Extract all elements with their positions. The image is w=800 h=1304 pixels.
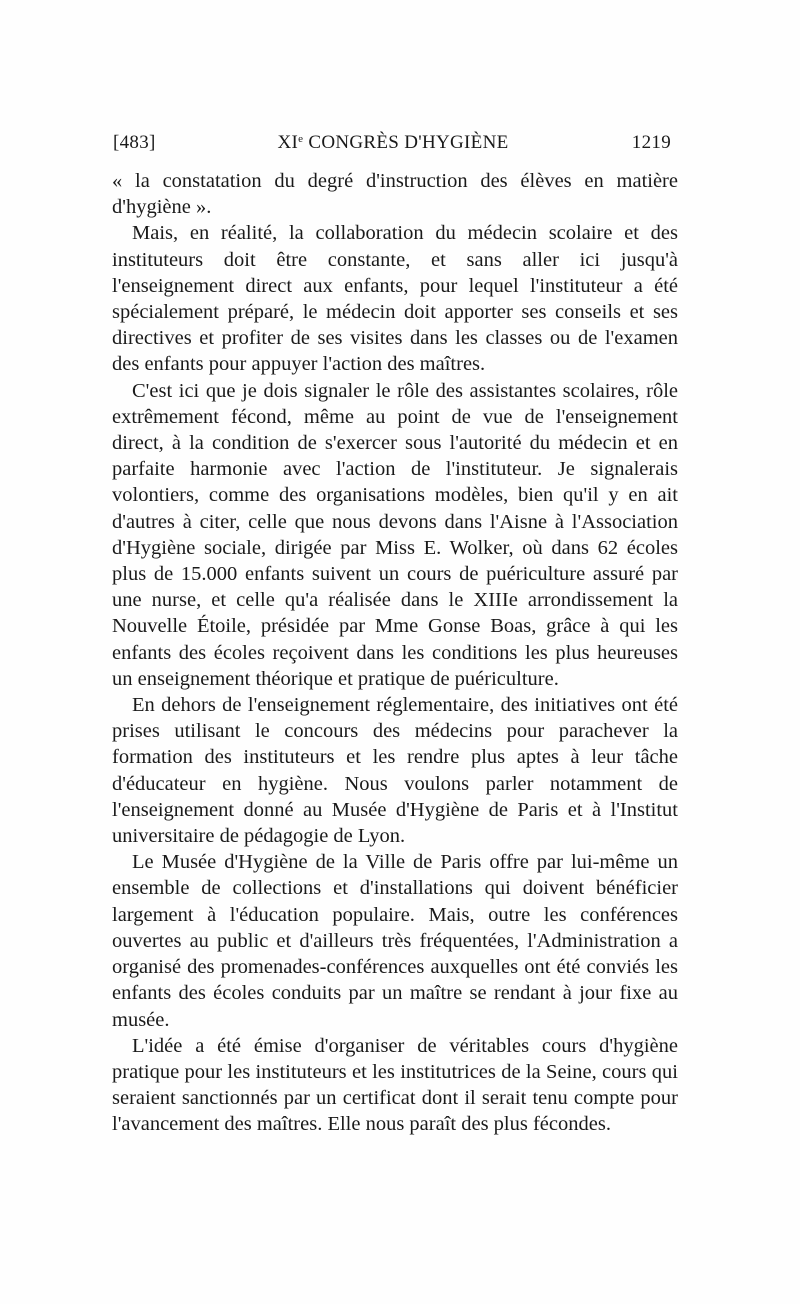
page-number: 1219	[631, 132, 671, 153]
paragraph-1: « la constatation du degré d'instruction des élèves en matière d'hygiène ».	[112, 170, 678, 219]
paragraph-6: L'idée a été émise d'organiser de véritables cours d'hygiène pratique pour les instituteurs et les institutrices de la Seine, cours qui seraient sanctionnés par un certificat dont il serait tenu compte pour l'avancement des maîtres. Elle nous paraît des plus fécondes.	[112, 1034, 678, 1136]
page-bracket-number: [483]	[113, 132, 156, 153]
running-title-sup: e	[298, 133, 304, 145]
running-title-rest: CONGRÈS D'HYGIÈNE	[303, 132, 509, 153]
running-title	[113, 132, 673, 154]
paragraph-5: Le Musée d'Hygiène de la Ville de Paris offre par lui-même un ensemble de collections et d'installations qui doivent bénéficier largement à l'éducation populaire. Mais, outre les conférences ouvertes au public et d'ailleurs très fréquentées, l'Administration a organisé des promenades-conférences auxquelles ont été conviés les enfants des écoles conduits par un maître se rendant à jour fixe au musée.	[112, 851, 678, 1031]
running-head	[113, 132, 673, 158]
paragraph-3: C'est ici que je dois signaler le rôle des assistantes scolaires, rôle extrêmement fécond, même au point de vue de l'enseignement direct, à la condition de s'exercer sous l'autorité du médecin et en parfaite harmonie avec l'action de l'instituteur. Je signalerais volontiers, comme des organisations modèles, bien qu'il y en ait d'autres à citer, celle que nous devons dans l'Aisne à l'Association d'Hygiène sociale, dirigée par Miss E. Wolker, où dans 62 écoles plus de 15.000 enfants suivent un cours de puériculture assuré par une nurse, et celle qu'a réalisée dans le XIIIe arrondissement la Nouvelle Étoile, présidée par Mme Gonse Boas, grâce à qui les enfants des écoles reçoivent dans les conditions les plus heureuses un enseignement théorique et pratique de puériculture.	[112, 379, 678, 690]
paragraph-4: En dehors de l'enseignement réglementaire, des initiatives ont été prises utilisant le concours des médecins pour parachever la formation des instituteurs et les rendre plus aptes à leur tâche d'éducateur en hygiène. Nous voulons parler notamment de l'enseignement donné au Musée d'Hygiène de Paris et à l'Institut universitaire de pédagogie de Lyon.	[112, 694, 678, 848]
body-text	[112, 168, 678, 1138]
paragraph-2: Mais, en réalité, la collaboration du médecin scolaire et des instituteurs doit être constante, et sans aller ici jusqu'à l'enseignement direct aux enfants, pour lequel l'instituteur a été spécialement préparé, le médecin doit apporter ses conseils et ses directives et profiter de ses visites dans les classes ou de l'examen des enfants pour appuyer l'action des maîtres.	[112, 222, 678, 376]
running-title-roman: XI	[277, 132, 299, 153]
